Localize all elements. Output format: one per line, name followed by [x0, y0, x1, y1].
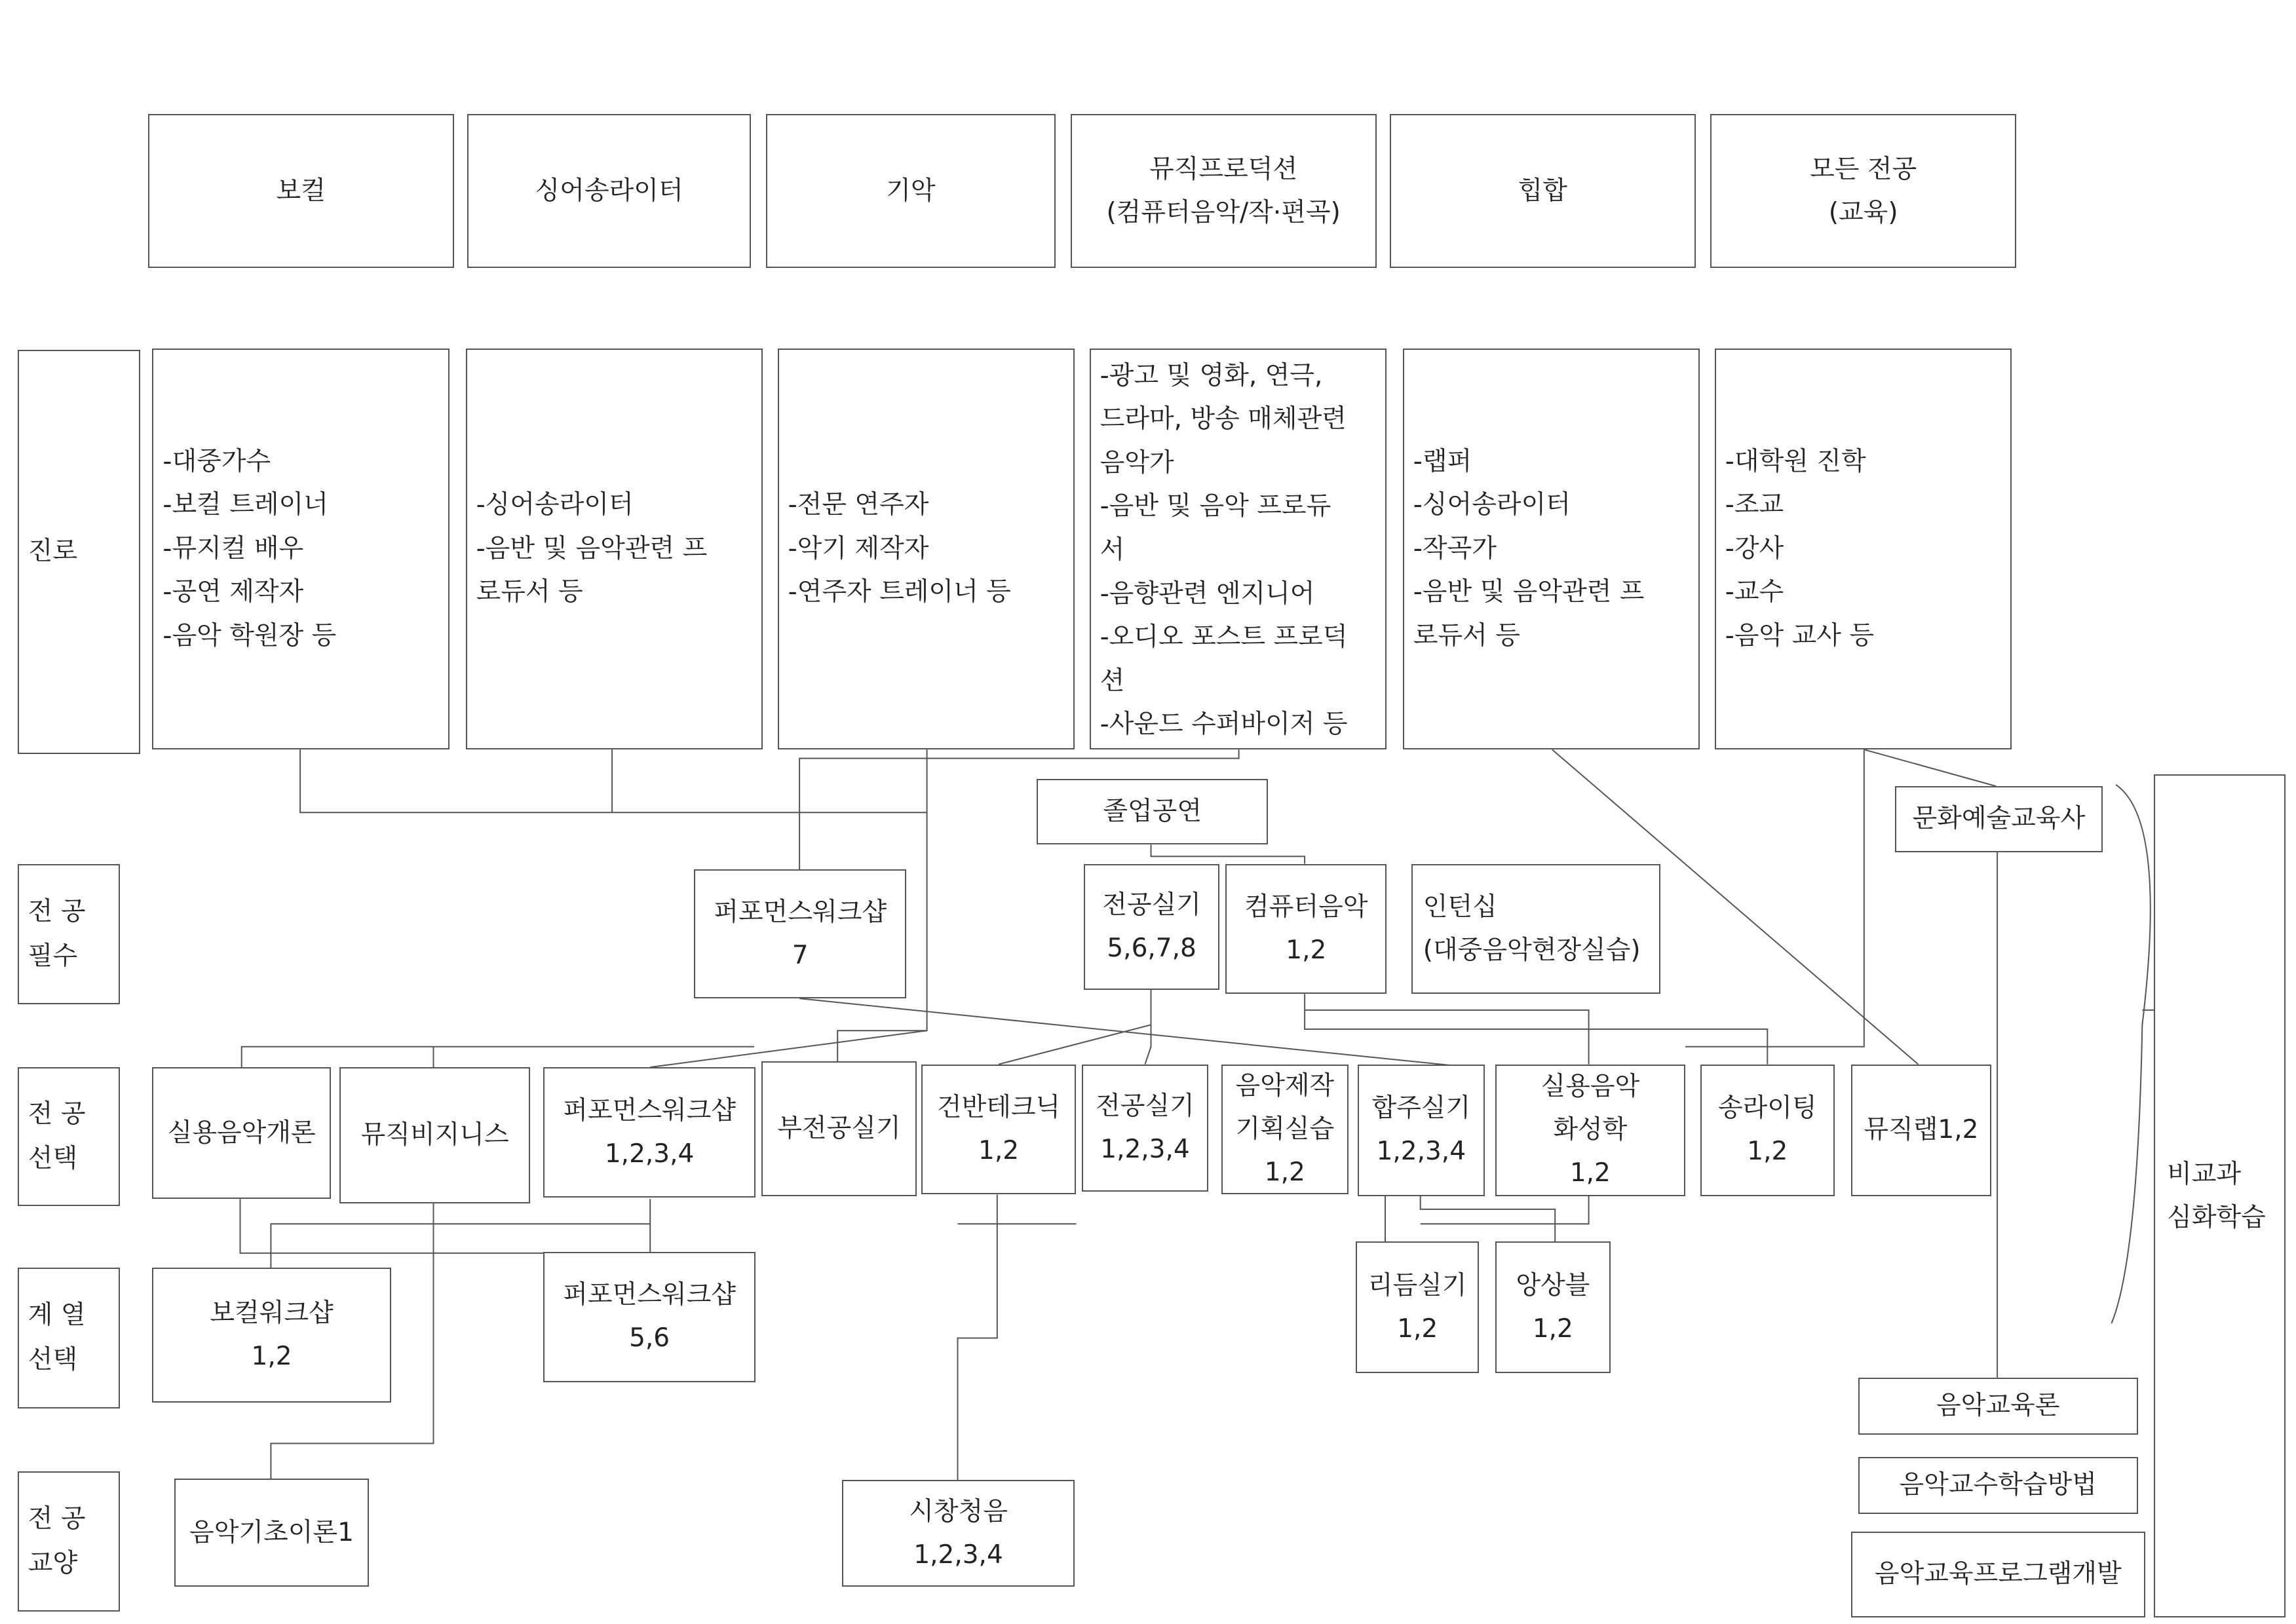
course-edu-theory: [1858, 1378, 2138, 1435]
course-perf-ws1234-line-2: 1,2,3,4: [604, 1139, 695, 1169]
major-hiphop-line-1: 힙합: [1518, 176, 1567, 206]
career-prod-line-9: -사운드 수퍼바이저 등: [1100, 709, 1348, 740]
course-internship: [1411, 864, 1660, 994]
course-graduation-line-1: 졸업공연: [1103, 797, 1202, 827]
major-all-line-1: 모든 전공: [1810, 154, 1917, 184]
course-songwriting: [1700, 1065, 1835, 1196]
course-perf-ws1234: [543, 1067, 756, 1198]
course-comp-music: [1225, 864, 1387, 994]
course-sight-ear-line-1: 시창청음: [909, 1496, 1008, 1526]
connector-8: [1685, 749, 1864, 1047]
course-harmony-line-3: 1,2: [1569, 1158, 1611, 1188]
course-music-planning-line-1: 음악제작: [1235, 1071, 1335, 1101]
connector-21: [958, 1195, 997, 1481]
course-edu-program: [1851, 1532, 2145, 1618]
career-singer-line-1: -싱어송라이터: [476, 490, 634, 520]
connector-1: [300, 749, 927, 812]
bracket-curve: [2111, 785, 2150, 1323]
major-singer-line-1: 싱어송라이터: [535, 176, 683, 206]
course-rhythm: [1356, 1241, 1479, 1373]
course-songwriting-line-1: 송라이팅: [1717, 1093, 1817, 1124]
course-rhythm-line-2: 1,2: [1397, 1313, 1438, 1344]
course-keyboard-tech-line-2: 1,2: [978, 1136, 1020, 1166]
career-prod-line-5: 서: [1100, 535, 1125, 565]
course-minor-prac-line-1: 부전공실기: [777, 1114, 901, 1144]
career-prod-line-7: -오디오 포스트 프로덕: [1100, 622, 1348, 652]
course-edu-program-line-1: 음악교육프로그램개발: [1874, 1559, 2122, 1589]
career-prod-line-4: -음반 및 음악 프로듀: [1100, 491, 1331, 521]
major-vocal-line-1: 보컬: [276, 176, 326, 206]
course-keyboard-tech: [921, 1065, 1077, 1195]
course-music-planning-line-3: 1,2: [1264, 1158, 1305, 1187]
course-ensemble-line-1: 합주실기: [1371, 1093, 1471, 1124]
course-music-business-line-1: 뮤직비지니스: [360, 1120, 509, 1150]
course-sight-ear-line-2: 1,2,3,4: [913, 1539, 1003, 1570]
course-keyboard-tech-line-1: 건반테크닉: [936, 1093, 1061, 1123]
course-major-prac-5678-line-2: 5,6,7,8: [1107, 933, 1196, 963]
course-perf-ws56-line-1: 퍼포먼스워크샵: [563, 1280, 736, 1310]
course-non-subject-line-2: 심화학습: [2167, 1202, 2266, 1232]
major-hiphop: [1390, 114, 1696, 268]
course-ensemble-group-line-2: 1,2: [1532, 1313, 1573, 1344]
career-inst: [778, 349, 1075, 749]
course-music-lab-line-1: 뮤직랩1,2: [1864, 1115, 1979, 1145]
course-harmony: [1495, 1065, 1686, 1196]
course-major-prac-1234: [1082, 1065, 1208, 1192]
connector-5: [1151, 844, 1305, 863]
course-perf-ws7: [694, 869, 906, 998]
course-vocal-ws: [152, 1268, 391, 1403]
course-perf-ws1234-line-1: 퍼포먼스워크샵: [563, 1095, 736, 1125]
career-hiphop-line-4: -음반 및 음악관련 프: [1413, 577, 1645, 607]
career-prod: [1090, 349, 1387, 749]
career-all-line-1: -대학원 진학: [1725, 446, 1866, 476]
course-music-theory-line-1: 음악기초이론1: [189, 1517, 354, 1547]
course-comp-music-line-2: 1,2: [1286, 935, 1327, 965]
course-harmony-line-1: 실용음악: [1540, 1072, 1640, 1102]
course-perf-ws7-line-1: 퍼포먼스워크샵: [714, 897, 887, 927]
major-inst-line-1: 기악: [886, 176, 936, 206]
row-label-elective: [18, 1067, 120, 1206]
major-all: [1710, 114, 2016, 268]
course-major-prac-5678: [1084, 864, 1220, 990]
career-vocal-line-3: -뮤지컬 배우: [163, 533, 304, 563]
course-vocal-ws-line-1: 보컬워크샵: [210, 1298, 334, 1329]
career-vocal: [152, 349, 450, 749]
course-major-prac-1234-line-2: 1,2,3,4: [1100, 1134, 1190, 1164]
connector-12: [1305, 994, 1767, 1064]
course-major-prac-1234-line-1: 전공실기: [1096, 1091, 1195, 1121]
career-all-line-2: -조교: [1725, 490, 1784, 520]
course-perf-ws56: [543, 1252, 756, 1382]
course-applied-intro-line-1: 실용음악개론: [167, 1118, 316, 1148]
course-internship-line-1: 인턴십: [1423, 892, 1497, 922]
row-label-required-line-2: 필수: [28, 941, 78, 971]
row-label-general-line-2: 교양: [28, 1549, 78, 1579]
course-culture-teacher-line-1: 문화예술교육사: [1912, 804, 2086, 834]
career-prod-line-1: -광고 및 영화, 연극,: [1100, 360, 1323, 390]
course-rhythm-line-1: 리듬실기: [1368, 1270, 1467, 1300]
row-label-series-line-2: 선택: [28, 1345, 78, 1375]
course-sight-ear: [842, 1480, 1075, 1587]
course-major-prac-5678-line-1: 전공실기: [1102, 890, 1201, 920]
career-inst-line-2: -악기 제작자: [788, 533, 929, 563]
connector-25: [1421, 1196, 1589, 1224]
major-vocal: [148, 114, 454, 268]
row-label-elective-line-1: 전 공: [28, 1099, 86, 1129]
major-prod-line-2: (컴퓨터음악/작·편곡): [1106, 197, 1341, 227]
course-non-subject: [2154, 774, 2286, 1617]
course-perf-ws7-line-2: 7: [792, 940, 809, 970]
career-singer-line-2: -음반 및 음악관련 프: [476, 533, 708, 563]
career-singer-line-3: 로듀서 등: [476, 577, 583, 607]
row-label-required: [18, 864, 120, 1005]
row-label-general: [18, 1471, 120, 1612]
course-edu-method-line-1: 음악교수학습방법: [1899, 1470, 2097, 1500]
career-vocal-line-4: -공연 제작자: [163, 577, 304, 607]
row-label-series-line-1: 계 열: [28, 1300, 86, 1331]
course-applied-intro: [152, 1067, 331, 1199]
course-music-theory: [174, 1479, 369, 1587]
connector-19: [271, 1224, 650, 1253]
career-all-line-3: -강사: [1725, 533, 1784, 563]
career-prod-line-3: 음악가: [1100, 447, 1174, 478]
career-inst-line-1: -전문 연주자: [788, 490, 929, 520]
row-label-required-line-1: 전 공: [28, 896, 86, 926]
course-edu-method: [1858, 1457, 2138, 1514]
career-all: [1715, 349, 2012, 749]
course-internship-line-2: (대중음악현장실습): [1423, 935, 1641, 965]
career-prod-line-6: -음향관련 엔지니어: [1100, 578, 1315, 609]
major-all-line-2: (교육): [1828, 197, 1898, 227]
course-ensemble-group-line-1: 앙상블: [1516, 1270, 1590, 1300]
major-inst: [766, 114, 1056, 268]
career-singer: [466, 349, 763, 749]
course-harmony-line-2: 화성학: [1553, 1115, 1628, 1145]
row-label-general-line-1: 전 공: [28, 1504, 86, 1534]
row-label-elective-line-2: 선택: [28, 1144, 78, 1174]
career-hiphop-line-3: -작곡가: [1413, 533, 1497, 563]
row-label-career-line-1: 진로: [28, 537, 78, 567]
career-vocal-line-2: -보컬 트레이너: [163, 490, 328, 520]
course-ensemble: [1358, 1065, 1485, 1196]
career-hiphop: [1403, 349, 1700, 749]
connector-11: [1145, 1025, 1151, 1064]
course-ensemble-group: [1495, 1241, 1611, 1373]
career-prod-line-2: 드라마, 방송 매체관련: [1100, 404, 1347, 434]
career-vocal-line-1: -대중가수: [163, 446, 271, 476]
career-all-line-5: -음악 교사 등: [1725, 620, 1875, 651]
connector-7: [1864, 749, 1996, 786]
course-comp-music-line-1: 컴퓨터음악: [1244, 892, 1368, 922]
connector-17: [240, 1199, 651, 1253]
course-music-planning: [1221, 1065, 1349, 1195]
row-label-career: [18, 350, 141, 754]
career-prod-line-8: 션: [1100, 666, 1125, 696]
course-ensemble-line-2: 1,2,3,4: [1376, 1137, 1466, 1167]
course-graduation: [1037, 779, 1268, 845]
course-vocal-ws-line-2: 1,2: [251, 1341, 292, 1371]
course-edu-theory-line-1: 음악교육론: [1936, 1391, 2060, 1421]
connector-13: [1305, 1010, 1589, 1065]
course-music-business: [339, 1067, 530, 1203]
major-singer: [467, 114, 752, 268]
course-minor-prac: [761, 1061, 917, 1196]
row-label-series: [18, 1268, 120, 1408]
course-music-planning-line-2: 기획실습: [1235, 1114, 1335, 1144]
course-culture-teacher: [1895, 786, 2103, 852]
career-hiphop-line-2: -싱어송라이터: [1413, 490, 1571, 520]
career-hiphop-line-1: -랩퍼: [1413, 446, 1472, 476]
course-songwriting-line-2: 1,2: [1747, 1137, 1788, 1167]
career-inst-line-3: -연주자 트레이너 등: [788, 577, 1011, 607]
course-non-subject-line-1: 비교과: [2167, 1159, 2242, 1189]
career-all-line-4: -교수: [1725, 577, 1784, 607]
course-perf-ws56-line-2: 5,6: [629, 1323, 670, 1353]
career-vocal-line-5: -음악 학원장 등: [163, 620, 337, 651]
major-prod-line-1: 뮤직프로덕션: [1149, 154, 1298, 184]
course-music-lab: [1851, 1065, 1992, 1196]
career-hiphop-line-5: 로듀서 등: [1413, 620, 1520, 651]
connector-24: [1421, 1196, 1556, 1241]
major-prod: [1071, 114, 1377, 268]
